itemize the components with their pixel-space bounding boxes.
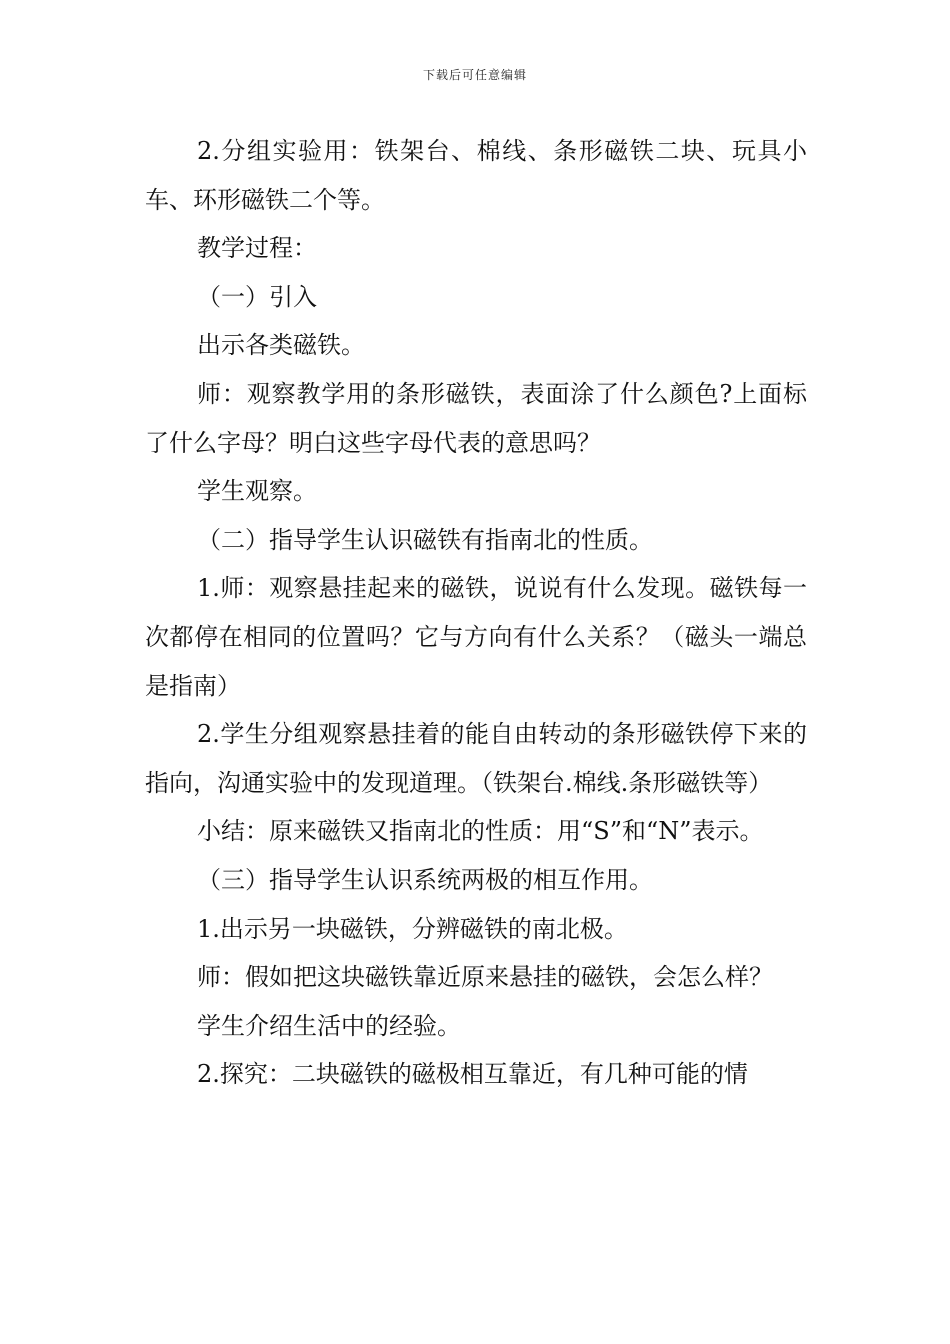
paragraph: 师：观察教学用的条形磁铁，表面涂了什么颜色?上面标了什么字母？明白这些字母代表的意思吗？ bbox=[145, 379, 807, 457]
paragraph: 1.师：观察悬挂起来的磁铁，说说有什么发现。磁铁每一次都停在相同的位置吗？它与方向有什么关系？（磁头一端总是指南） bbox=[145, 574, 807, 700]
paragraph: 学生介绍生活中的经验。 bbox=[197, 1011, 461, 1040]
paragraph: 2.探究：二块磁铁的磁极相互靠近，有几种可能的情 bbox=[197, 1060, 748, 1089]
paragraph: 2.学生分组观察悬挂着的能自由转动的条形磁铁停下来的指向，沟通实验中的发现道理。（铁架台.棉线.条形磁铁等） bbox=[145, 720, 807, 797]
paragraph: 小结：原来磁铁又指南北的性质：用“S”和“N”表示。 bbox=[197, 817, 764, 846]
paragraph: 1.出示另一块磁铁，分辨磁铁的南北极。 bbox=[197, 914, 628, 943]
page-header: 下载后可任意编辑 bbox=[422, 68, 527, 82]
paragraph: 师：假如把这块磁铁靠近原来悬挂的磁铁，会怎么样？ bbox=[197, 963, 773, 992]
section-heading: （三）指导学生认识系统两极的相互作用。 bbox=[197, 865, 653, 894]
paragraph: 出示各类磁铁。 bbox=[197, 331, 365, 360]
section-heading: （一）引入 bbox=[197, 282, 317, 311]
section-heading: （二）指导学生认识磁铁有指南北的性质。 bbox=[197, 525, 653, 554]
document-body bbox=[145, 127, 807, 1099]
paragraph: 教学过程： bbox=[197, 234, 317, 263]
paragraph: 2.分组实验用：铁架台、棉线、条形磁铁二块、玩具小车、环形磁铁二个等。 bbox=[145, 137, 807, 214]
paragraph: 学生观察。 bbox=[197, 477, 317, 506]
